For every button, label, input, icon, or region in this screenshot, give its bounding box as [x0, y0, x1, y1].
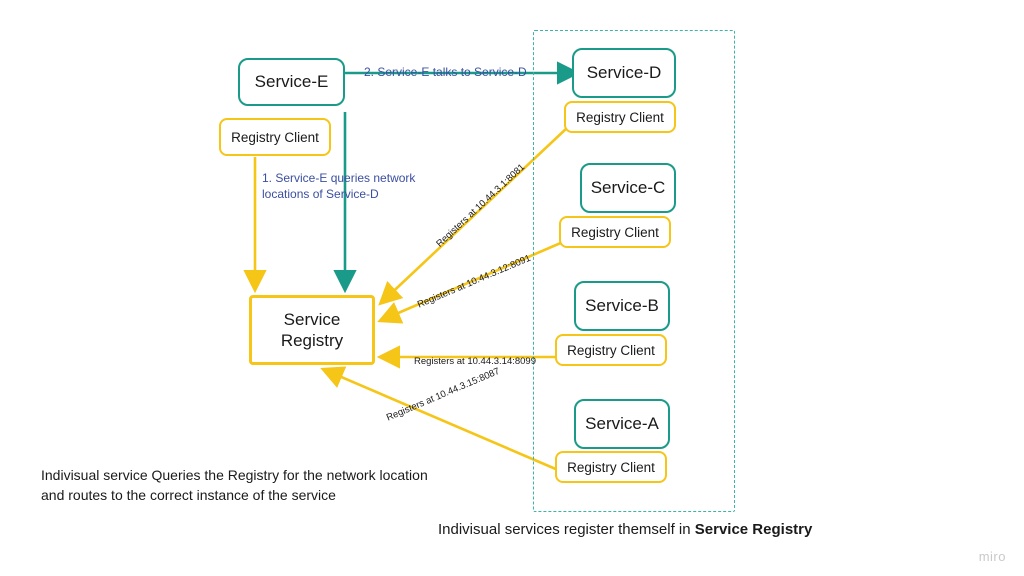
annotation-step-1 — [262, 170, 432, 202]
service-registry-line1: Service — [283, 309, 341, 329]
annotation-register-service-b — [414, 356, 536, 367]
service-d-node[interactable] — [572, 48, 676, 98]
service-c-node[interactable] — [580, 163, 676, 213]
service-e-node[interactable] — [238, 58, 345, 106]
annotation-register-service-d-text: Registers at 10.44.3.1:8081 — [434, 161, 528, 250]
service-b-registry-client-label: Registry Client — [567, 342, 655, 358]
service-registry-line2: Registry — [280, 331, 344, 350]
service-e-registry-client[interactable] — [219, 118, 331, 156]
caption-left — [41, 465, 511, 506]
service-c-registry-client-label: Registry Client — [571, 224, 659, 240]
service-e-registry-client-label: Registry Client — [231, 129, 319, 145]
annotation-step-2-text: 2. Service-E talks to Service-D — [364, 65, 527, 79]
service-d-label: Service-D — [586, 63, 662, 82]
caption-bottom-strong: Service Registry — [694, 521, 813, 538]
caption-left-line-1: Indivisual service Queries the Registry for the network location — [41, 467, 428, 483]
service-a-label: Service-A — [585, 414, 659, 433]
caption-left-line-2: and routes to the correct instance of the service — [41, 487, 336, 504]
service-c-registry-client[interactable] — [559, 216, 671, 248]
caption-bottom — [438, 521, 812, 538]
annotation-register-service-c-text: Registers at 10.44.3.12:8091 — [415, 252, 533, 311]
annotation-step-2 — [364, 64, 544, 80]
annotation-register-service-a-text: Registers at 10.44.3.15:8087 — [384, 365, 502, 424]
service-a-registry-client[interactable] — [555, 451, 667, 483]
miro-watermark: miro — [978, 549, 1006, 564]
service-b-label: Service-B — [585, 296, 659, 315]
service-e-label: Service-E — [254, 72, 329, 91]
service-a-node[interactable] — [574, 399, 670, 449]
service-d-registry-client-label: Registry Client — [576, 109, 664, 125]
caption-bottom-prefix: Indivisual services register themself in — [438, 521, 695, 538]
annotation-step-1-text: 1. Service-E queries network locations of Service-D — [262, 171, 416, 202]
service-c-label: Service-C — [590, 178, 666, 197]
service-d-registry-client[interactable] — [564, 101, 676, 133]
service-a-registry-client-label: Registry Client — [567, 459, 655, 475]
annotation-register-service-b-text: Registers at 10.44.3.14:8099 — [414, 356, 537, 367]
service-b-node[interactable] — [574, 281, 670, 331]
service-b-registry-client[interactable] — [555, 334, 667, 366]
service-registry-node[interactable] — [249, 295, 375, 365]
